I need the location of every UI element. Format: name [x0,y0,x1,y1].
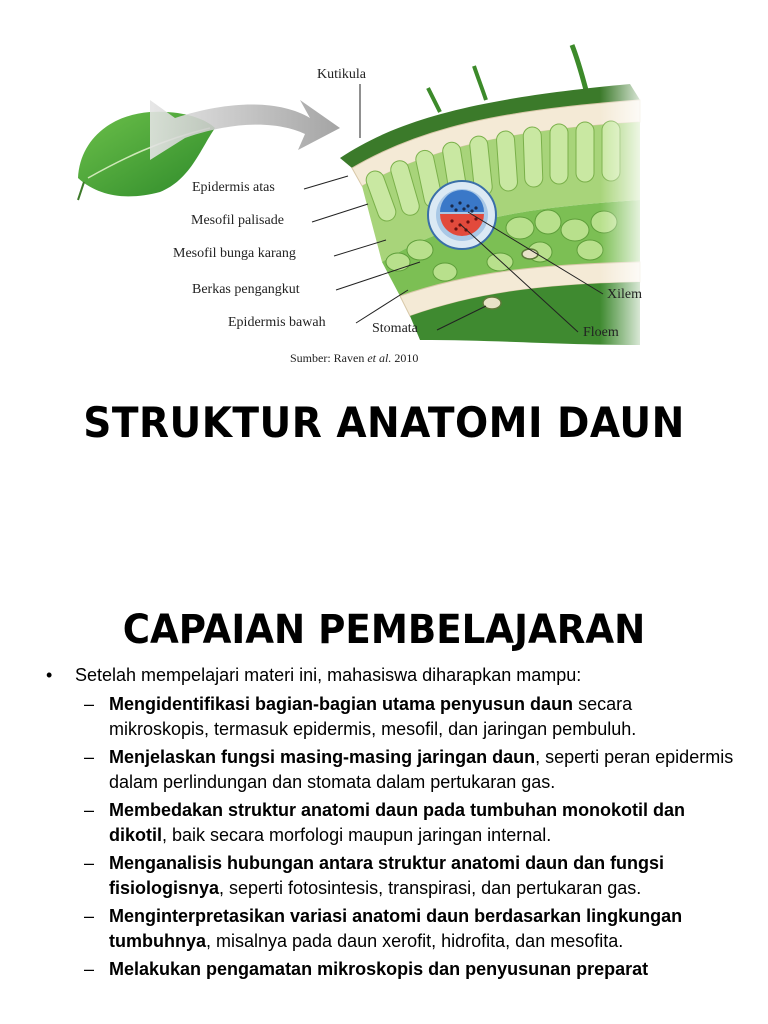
label-kutikula: Kutikula [317,67,366,82]
label-mesofil-bunga-karang: Mesofil bunga karang [173,246,296,261]
figure-source: Sumber: Raven et al. 2010 [290,351,419,365]
label-berkas-pengangkut: Berkas pengangkut [192,282,300,297]
vascular-bundle [428,181,496,249]
label-floem: Floem [583,325,619,340]
list-item: – Mengidentifikasi bagian-bagian utama penyusun daun secara mikroskopis, termasuk epidermis, mesofil, dan jaringan pembuluh. [84,694,637,739]
list-item: – Membedakan struktur anatomi daun pada tumbuhan monokotil dan dikotil, baik secara morfologi maupun jaringan internal. [84,800,686,845]
list-item: – Melakukan pengamatan mikroskopis dan penyusunan preparat [84,959,649,979]
list-item: – Menginterpretasikan variasi anatomi daun berdasarkan lingkungan tumbuhnya, misalnya pada daun xerofit, hidrofita, dan mesofita. [84,906,683,951]
page-title: STRUKTUR ANATOMI DAUN [83,398,685,447]
label-epidermis-bawah: Epidermis bawah [228,315,326,330]
bullet-icon: • [46,665,53,685]
label-stomata: Stomata [372,321,418,336]
list-item: – Menganalisis hubungan antara struktur anatomi daun dan fungsi fisiologisnya, seperti fotosintesis, transpirasi, dan pertukaran gas. [84,853,665,898]
leaf-anatomy-figure [0,0,768,380]
label-mesofil-palisade: Mesofil palisade [191,213,284,228]
learning-outcomes-list [84,692,734,986]
cross-section-block [340,40,650,360]
section-title: CAPAIAN PEMBELAJARAN [122,607,646,653]
label-xilem: Xilem [607,287,642,302]
intro-bullet-item [46,665,581,686]
label-epidermis-atas: Epidermis atas [192,180,275,195]
list-item: – Menjelaskan fungsi masing-masing jaringan daun, seperti peran epidermis dalam perlindungan dan stomata dalam pertukaran gas. [84,747,734,792]
intro-text: Setelah mempelajari materi ini, mahasiswa diharapkan mampu: [75,665,582,685]
